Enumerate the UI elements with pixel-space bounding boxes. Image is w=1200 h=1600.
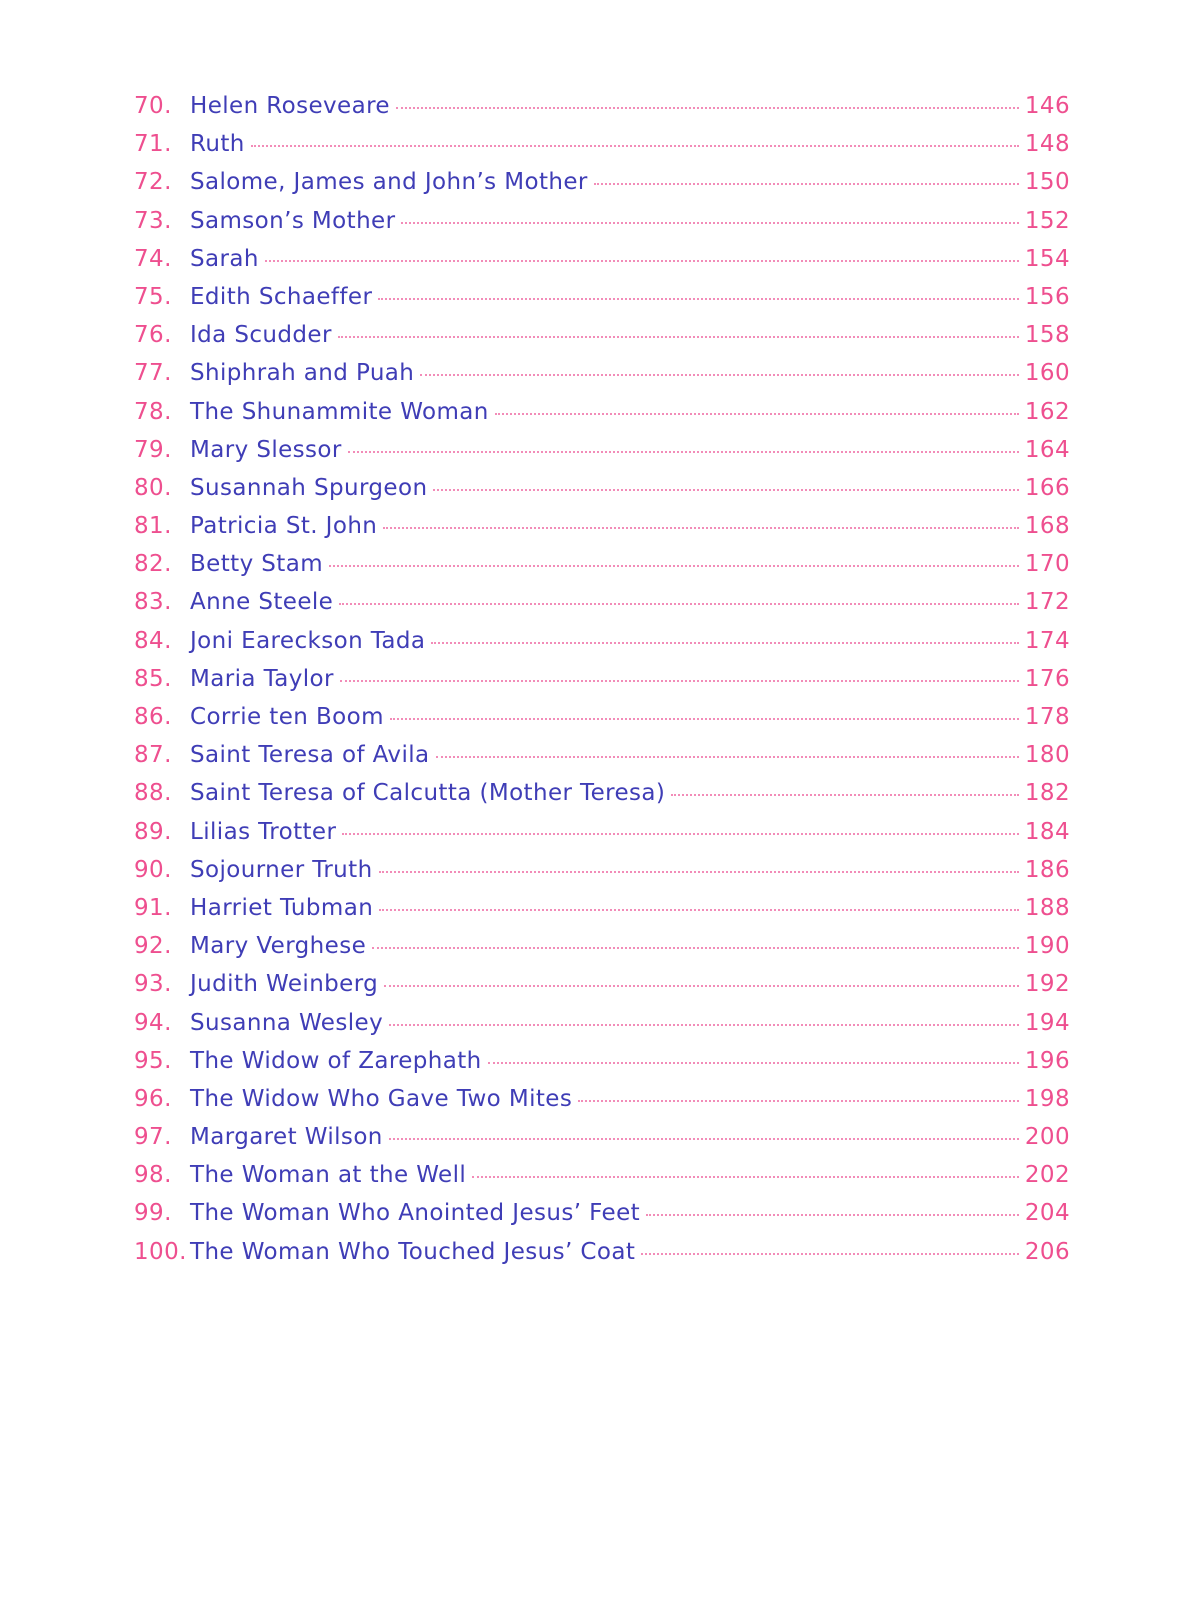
toc-entry[interactable] — [134, 895, 1070, 933]
entry-number: 76. — [134, 322, 172, 349]
entry-number: 79. — [134, 436, 172, 463]
leader-dots — [389, 1024, 1019, 1026]
entry-number: 88. — [134, 780, 172, 807]
leader-dots — [401, 222, 1018, 224]
toc-entry[interactable] — [134, 1200, 1070, 1238]
entry-page-number: 178 — [1024, 704, 1070, 730]
entry-number: 84. — [134, 627, 172, 654]
entry-number: 81. — [134, 513, 172, 540]
leader-dots — [431, 642, 1018, 644]
entry-title: Corrie ten Boom — [190, 704, 384, 730]
toc-entry[interactable] — [134, 1010, 1070, 1048]
entry-title: Salome, James and John’s Mother — [190, 169, 588, 196]
leader-dots — [383, 527, 1019, 529]
toc-entry[interactable] — [134, 475, 1070, 513]
entry-number: 70. — [134, 93, 172, 119]
entry-page-number: 174 — [1024, 627, 1070, 654]
entry-number: 80. — [134, 474, 172, 501]
entry-title: The Woman Who Touched Jesus’ Coat — [190, 1238, 636, 1265]
entry-page-number: 154 — [1024, 245, 1070, 272]
entry-number: 93. — [134, 971, 172, 998]
leader-dots — [488, 1062, 1019, 1064]
leader-dots — [578, 1100, 1019, 1102]
toc-entry[interactable] — [134, 857, 1070, 895]
toc-entry[interactable] — [134, 131, 1070, 169]
toc-entry[interactable] — [134, 1086, 1070, 1124]
entry-title: The Widow Who Gave Two Mites — [190, 1085, 573, 1112]
entry-title: Ida Scudder — [190, 322, 332, 349]
entry-page-number: 206 — [1024, 1238, 1070, 1265]
entry-title: Joni Eareckson Tada — [190, 627, 426, 654]
leader-dots — [339, 603, 1019, 605]
entry-number: 72. — [134, 169, 172, 196]
entry-page-number: 148 — [1024, 131, 1070, 158]
leader-dots — [641, 1253, 1019, 1255]
toc-entry[interactable] — [134, 284, 1070, 322]
toc-entry[interactable] — [134, 1162, 1070, 1200]
leader-dots — [472, 1176, 1019, 1178]
entry-title: Helen Roseveare — [190, 93, 390, 119]
entry-page-number: 152 — [1024, 207, 1070, 234]
entry-title: Shiphrah and Puah — [190, 360, 415, 387]
entry-number: 98. — [134, 1162, 172, 1189]
entry-title: Saint Teresa of Calcutta (Mother Teresa) — [190, 780, 666, 807]
entry-number: 92. — [134, 933, 172, 960]
toc-entry[interactable] — [134, 360, 1070, 398]
entry-page-number: 182 — [1024, 780, 1070, 807]
entry-title: Samson’s Mother — [190, 207, 396, 234]
entry-title: Saint Teresa of Avila — [190, 742, 430, 769]
toc-entry[interactable] — [134, 589, 1070, 627]
leader-dots — [390, 718, 1019, 720]
entry-title: Ruth — [190, 131, 245, 158]
entry-title: Susanna Wesley — [190, 1009, 384, 1036]
entry-number: 89. — [134, 818, 172, 845]
leader-dots — [378, 298, 1019, 300]
entry-page-number: 168 — [1024, 513, 1070, 540]
toc-entry[interactable] — [134, 742, 1070, 780]
leader-dots — [646, 1214, 1019, 1216]
entry-page-number: 166 — [1024, 474, 1070, 501]
entry-number: 95. — [134, 1047, 172, 1074]
entry-page-number: 204 — [1024, 1200, 1070, 1227]
toc-entry[interactable] — [134, 1048, 1070, 1086]
entry-page-number: 180 — [1024, 742, 1070, 769]
leader-dots — [396, 107, 1019, 109]
entry-number: 77. — [134, 360, 172, 387]
leader-dots — [329, 565, 1019, 567]
toc-entry[interactable] — [134, 399, 1070, 437]
leader-dots — [340, 680, 1019, 682]
toc-entry[interactable] — [134, 933, 1070, 971]
entry-number: 99. — [134, 1200, 172, 1227]
entry-number: 85. — [134, 665, 172, 692]
entry-number: 73. — [134, 207, 172, 234]
entry-title: Mary Slessor — [190, 436, 342, 463]
toc-entry[interactable] — [134, 551, 1070, 589]
entry-page-number: 198 — [1024, 1085, 1070, 1112]
leader-dots — [436, 756, 1019, 758]
leader-dots — [433, 489, 1018, 491]
entry-number: 87. — [134, 742, 172, 769]
entry-number: 91. — [134, 894, 172, 921]
leader-dots — [338, 336, 1019, 338]
table-of-contents — [134, 93, 1070, 1277]
entry-number: 86. — [134, 704, 172, 730]
entry-title: Margaret Wilson — [190, 1124, 383, 1151]
entry-title: The Widow of Zarephath — [190, 1047, 482, 1074]
entry-page-number: 188 — [1024, 894, 1070, 921]
entry-number: 82. — [134, 551, 172, 578]
entry-page-number: 164 — [1024, 436, 1070, 463]
entry-title: Sarah — [190, 245, 259, 272]
entry-title: The Woman Who Anointed Jesus’ Feet — [190, 1200, 641, 1227]
leader-dots — [594, 183, 1019, 185]
entry-number: 94. — [134, 1009, 172, 1036]
toc-entry[interactable] — [134, 704, 1070, 742]
entry-number: 96. — [134, 1085, 172, 1112]
entry-number: 83. — [134, 589, 172, 616]
leader-dots — [384, 985, 1019, 987]
leader-dots — [251, 145, 1019, 147]
entry-page-number: 202 — [1024, 1162, 1070, 1189]
toc-entry[interactable] — [134, 1239, 1070, 1277]
entry-title: Judith Weinberg — [190, 971, 379, 998]
entry-title: Lilias Trotter — [190, 818, 337, 845]
entry-number: 90. — [134, 856, 172, 883]
toc-entry[interactable] — [134, 780, 1070, 818]
entry-page-number: 196 — [1024, 1047, 1070, 1074]
leader-dots — [671, 794, 1019, 796]
leader-dots — [420, 374, 1019, 376]
entry-page-number: 146 — [1024, 93, 1070, 119]
leader-dots — [265, 260, 1019, 262]
leader-dots — [495, 413, 1019, 415]
toc-entry[interactable] — [134, 819, 1070, 857]
entry-page-number: 156 — [1024, 283, 1070, 310]
entry-title: The Shunammite Woman — [190, 398, 489, 425]
entry-number: 97. — [134, 1124, 172, 1151]
leader-dots — [342, 833, 1019, 835]
toc-entry[interactable] — [134, 1124, 1070, 1162]
leader-dots — [389, 1138, 1019, 1140]
toc-entry[interactable] — [134, 513, 1070, 551]
toc-entry[interactable] — [134, 169, 1070, 207]
toc-entry[interactable] — [134, 93, 1070, 131]
leader-dots — [372, 947, 1019, 949]
entry-title: Anne Steele — [190, 589, 334, 616]
toc-entry[interactable] — [134, 322, 1070, 360]
entry-title: Betty Stam — [190, 551, 324, 578]
entry-title: Susannah Spurgeon — [190, 474, 428, 501]
toc-entry[interactable] — [134, 246, 1070, 284]
entry-page-number: 190 — [1024, 933, 1070, 960]
entry-title: Harriet Tubman — [190, 894, 374, 921]
entry-title: Sojourner Truth — [190, 856, 373, 883]
toc-entry[interactable] — [134, 971, 1070, 1009]
entry-page-number: 176 — [1024, 665, 1070, 692]
entry-title: Patricia St. John — [190, 513, 378, 540]
entry-number: 78. — [134, 398, 172, 425]
entry-number: 74. — [134, 245, 172, 272]
entry-number: 71. — [134, 131, 172, 158]
entry-number: 100. — [134, 1238, 187, 1265]
toc-entry[interactable] — [134, 208, 1070, 246]
toc-entry[interactable] — [134, 437, 1070, 475]
entry-page-number: 184 — [1024, 818, 1070, 845]
leader-dots — [379, 871, 1019, 873]
toc-entry[interactable] — [134, 628, 1070, 666]
entry-page-number: 200 — [1024, 1124, 1070, 1151]
leader-dots — [348, 451, 1019, 453]
entry-page-number: 194 — [1024, 1009, 1070, 1036]
entry-title: The Woman at the Well — [190, 1162, 467, 1189]
toc-entry[interactable] — [134, 666, 1070, 704]
entry-page-number: 162 — [1024, 398, 1070, 425]
entry-number: 75. — [134, 283, 172, 310]
entry-page-number: 150 — [1024, 169, 1070, 196]
entry-page-number: 160 — [1024, 360, 1070, 387]
entry-title: Maria Taylor — [190, 665, 334, 692]
entry-page-number: 172 — [1024, 589, 1070, 616]
entry-page-number: 158 — [1024, 322, 1070, 349]
entry-title: Mary Verghese — [190, 933, 367, 960]
entry-page-number: 186 — [1024, 856, 1070, 883]
entry-title: Edith Schaeffer — [190, 283, 373, 310]
entry-page-number: 192 — [1024, 971, 1070, 998]
entry-page-number: 170 — [1024, 551, 1070, 578]
leader-dots — [379, 909, 1019, 911]
